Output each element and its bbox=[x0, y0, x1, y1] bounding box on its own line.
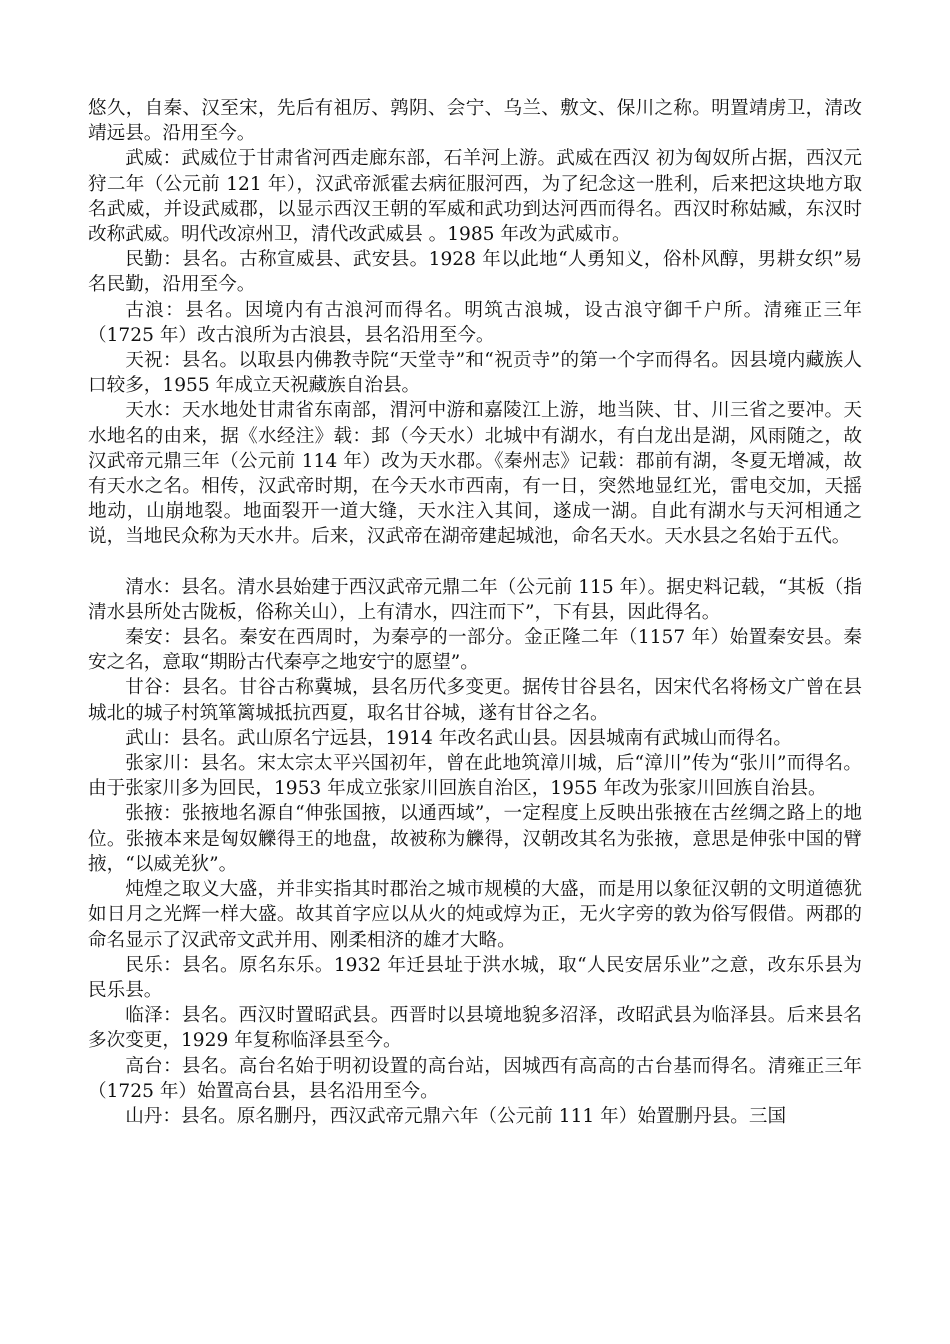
paragraph-minqin: 民勤：县名。古称宣威县、武安县。1928 年以此地“人勇知义，俗朴风醇，男耕女织”易名民勤，沿用至今。 bbox=[88, 249, 862, 296]
paragraph-qinan: 秦安：县名。秦安在西周时，为秦亭的一部分。金正隆二年（1157 年）始置秦安县。秦安之名，意取“期盼古代秦亭之地安宁的愿望”。 bbox=[88, 627, 862, 674]
paragraph-dunhuang: 炖煌之取义大盛，并非实指其时郡治之城市规模的大盛，而是用以象征汉朝的文明道德犹如日月之光辉一样大盛。故其首字应以从火的炖或焞为正，无火字旁的敦为俗写假借。两郡的命名显示了汉武帝文武并用、刚柔相济的雄才大略。 bbox=[88, 879, 862, 951]
paragraph-gulang: 古浪：县名。因境内有古浪河而得名。明筑古浪城，设古浪守御千户所。清雍正三年（1725 年）改古浪所为古浪县，县名沿用至今。 bbox=[88, 299, 862, 346]
paragraph-gangu: 甘谷：县名。甘谷古称冀城，县名历代多变更。据传甘谷县名，因宋代名将杨文广曾在县城北的城子村筑箪篱城抵抗西夏，取名甘谷城，遂有甘谷之名。 bbox=[88, 677, 862, 724]
paragraph-gaotai: 高台：县名。高台名始于明初设置的高台站，因城西有高高的古台基而得名。清雍正三年（1725 年）始置高台县，县名沿用至今。 bbox=[88, 1055, 862, 1102]
paragraph-tianshui: 天水：天水地处甘肃省东南部，渭河中游和嘉陵江上游，地当陕、甘、川三省之要冲。天水地名的由来，据《水经注》载：邽（今天水）北城中有湖水，有白龙出是湖，风雨随之，故汉武帝元鼎三年（公元前 114 年）改为天水郡。《秦州志》记载：郡前有湖，冬夏无增减，故有天水之名。相传，汉武帝时期，在今天水市西南，有一日，突然地显红光，雷电交加，天摇地动，山崩地裂。地面裂开一道大缝，天水注入其间，遂成一湖。自此有湖水与天河相通之说，当地民众称为天水井。后来，汉武帝在湖帝建起城池，命名天水。天水县之名始于五代。 bbox=[88, 400, 862, 548]
paragraph-tianzhu: 天祝：县名。以取县内佛教寺院“天堂寺”和“祝贡寺”的第一个字而得名。因县境内藏族人口较多，1955 年成立天祝藏族自治县。 bbox=[88, 350, 862, 397]
paragraph-qingshui: 清水：县名。清水县始建于西汉武帝元鼎二年（公元前 115 年）。据史料记载，“其板（指清水县所处古陇板，俗称关山），上有清水，四注而下”，下有县，因此得名。 bbox=[88, 576, 862, 623]
paragraph-shandan: 山丹：县名。原名删丹，西汉武帝元鼎六年（公元前 111 年）始置删丹县。三国 bbox=[125, 1105, 787, 1127]
paragraph-wuwei: 武威：武威位于甘肃省河西走廊东部，石羊河上游。武威在西汉 初为匈奴所占据，西汉元狩二年（公元前 121 年），汉武帝派霍去病征服河西，为了纪念这一胜利，后来把这块地方取名武威，并设武威郡，以显示西汉王朝的军威和武功到达河西而得名。西汉时称姑臧，东汉时改称武威。明代改凉州卫，清代改武威县 。1985 年改为武威市。 bbox=[88, 148, 862, 246]
paragraph-minle: 民乐：县名。原名东乐。1932 年迁县址于洪水城，取“人民安居乐业”之意，改东乐县为民乐县。 bbox=[88, 954, 862, 1001]
paragraph-zhangye: 张掖：张掖地名源自“伸张国掖，以通西域”，一定程度上反映出张掖在古丝绸之路上的地位。张掖本来是匈奴觻得王的地盘，故被称为觻得，汉朝改其名为张掖，意思是伸张中国的臂掖，“以威羌狄”。 bbox=[88, 803, 862, 875]
document-page bbox=[88, 96, 862, 1129]
paragraph-zhangjiachuan: 张家川：县名。宋太宗太平兴国初年，曾在此地筑漳川城，后“漳川”传为“张川”而得名。由于张家川多为回民，1953 年成立张家川回族自治区，1955 年改为张家川回族自治县。 bbox=[88, 753, 862, 800]
paragraph-wushan: 武山：县名。武山原名宁远县，1914 年改名武山县。因县城南有武城山而得名。 bbox=[125, 727, 793, 749]
paragraph-linze: 临泽：县名。西汉时置昭武县。西晋时以县境地貌多沼泽，改昭武县为临泽县。后来县名多次变更，1929 年复称临泽县至今。 bbox=[88, 1005, 862, 1052]
paragraph-jingyuan-continued: 悠久，自秦、汉至宋，先后有祖厉、鹑阴、会宁、乌兰、敷文、保川之称。明置靖虏卫，清改靖远县。沿用至今。 bbox=[88, 98, 862, 145]
